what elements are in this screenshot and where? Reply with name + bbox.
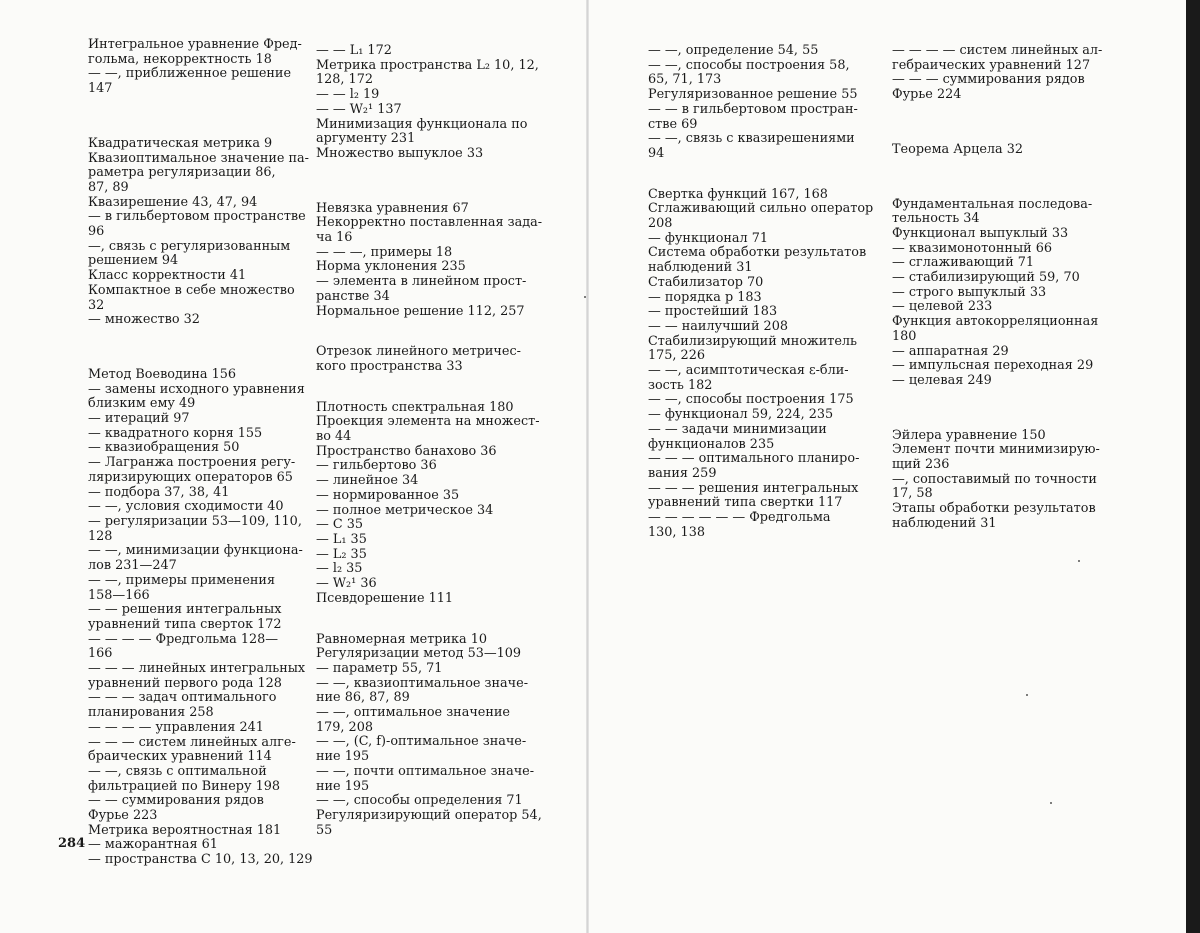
letter-group-gap [316, 607, 542, 633]
index-entry: 55 [316, 822, 333, 838]
index-entry: — квазимонотонный 66 [892, 240, 1053, 256]
index-column-3 [648, 44, 873, 541]
index-entry: 96 [88, 224, 105, 240]
index-entry: Регуляризации метод 53—109 [316, 646, 522, 662]
index-entry: — функционал 71 [648, 230, 769, 246]
index-entry: — Лагранжа построения регу- [88, 455, 296, 471]
index-entry: — — суммирования рядов [88, 793, 264, 809]
index-entry: Метрика вероятностная 181 [88, 822, 282, 838]
index-entry: Элемент почти минимизирую- [892, 442, 1100, 458]
index-entry: — L₁ 35 [316, 531, 367, 547]
letter-group-gap [88, 328, 313, 368]
index-entry: — квазиобращения 50 [88, 440, 240, 456]
index-entry: Свертка функций 167, 168 [648, 186, 828, 202]
index-entry: Фурье 223 [88, 808, 158, 824]
index-entry: — — — оптимального планиро- [648, 451, 860, 467]
index-entry: наблюдений 31 [648, 260, 753, 276]
index-entry: — квадратного корня 155 [88, 425, 263, 441]
index-entry: Нормальное решение 112, 257 [316, 303, 525, 319]
index-entry: близким ему 49 [88, 396, 196, 412]
index-entry: — L₂ 35 [316, 546, 367, 562]
index-entry: уравнений первого рода 128 [88, 675, 282, 691]
index-entry: — — l₂ 19 [316, 87, 380, 103]
index-entry: Класс корректности 41 [88, 268, 247, 284]
index-entry: 87, 89 [88, 179, 129, 195]
index-entry: Пространство банахово 36 [316, 443, 497, 459]
index-entry: — — в гильбертовом простран- [648, 101, 858, 117]
index-entry: Эйлера уравнение 150 [892, 427, 1046, 443]
index-entry: Система обработки результатов [648, 245, 867, 261]
index-entry: — строго выпуклый 33 [892, 284, 1047, 300]
index-entry: ние 195 [316, 778, 370, 794]
index-entry: — —, приближенное решение [88, 66, 292, 82]
index-entry: браических уравнений 114 [88, 749, 272, 765]
index-entry: — — — — систем линейных ал- [892, 43, 1103, 58]
index-entry: тельность 34 [892, 211, 980, 227]
index-entry: 128, 172 [316, 72, 373, 88]
index-entry: уравнений типа сверток 172 [88, 616, 282, 632]
index-entry: — — — — Фредгольма 128— [88, 631, 279, 647]
index-entry: — пространства C 10, 13, 20, 129 [88, 852, 313, 868]
index-entry: — итераций 97 [88, 411, 190, 427]
index-entry: Квадратическая метрика 9 [88, 135, 273, 151]
index-entry: — нормированное 35 [316, 487, 460, 503]
index-entry: — аппаратная 29 [892, 343, 1009, 359]
index-entry: 147 [88, 81, 113, 97]
index-entry: гольма, некорректность 18 [88, 51, 272, 67]
index-entry: — —, (C, f)-оптимальное значе- [316, 734, 527, 750]
index-entry: — импульсная переходная 29 [892, 358, 1094, 374]
index-entry: — линейное 34 [316, 473, 419, 489]
letter-group-gap [88, 97, 313, 137]
index-entry: уравнений типа свертки 117 [648, 495, 843, 511]
index-entry: Интегральное уравнение Фред- [88, 37, 302, 52]
index-entry: 166 [88, 646, 113, 662]
index-entry: ча 16 [316, 230, 353, 246]
index-entry: — — — — управления 241 [88, 719, 264, 735]
index-entry: Некорректно поставленная зада- [316, 215, 543, 231]
index-entry: — C 35 [316, 517, 364, 533]
index-entry: наблюдений 31 [892, 515, 997, 531]
index-entry: функционалов 235 [648, 436, 775, 452]
index-entry: лов 231—247 [88, 558, 177, 574]
index-entry: Норма уклонения 235 [316, 259, 466, 275]
book-gutter [586, 0, 589, 933]
index-entry: 17, 58 [892, 486, 933, 502]
index-entry: — — — суммирования рядов [892, 72, 1085, 88]
index-entry: Сглаживающий сильно оператор [648, 201, 874, 217]
index-entry: — гильбертово 36 [316, 458, 437, 474]
index-entry: — —, способы определения 71 [316, 793, 523, 809]
index-entry: раметра регуляризации 86, [88, 165, 276, 181]
index-entry: Метрика пространства L₂ 10, 12, [316, 57, 539, 73]
index-column-2 [316, 44, 542, 838]
index-entry: 208 [648, 216, 673, 232]
index-entry: Квазиоптимальное значение па- [88, 150, 309, 166]
index-entry: — —, примеры применения [88, 572, 276, 588]
index-entry: Фундаментальная последова- [892, 196, 1093, 212]
index-entry: — — —, примеры 18 [316, 244, 453, 260]
index-entry: — — — линейных интегральных [88, 661, 306, 677]
page-number: 284 [58, 836, 86, 851]
index-entry: аргументу 231 [316, 131, 416, 147]
index-entry: — функционал 59, 224, 235 [648, 407, 834, 423]
index-entry: — —, способы построения 175 [648, 392, 854, 408]
index-entry: ние 86, 87, 89 [316, 690, 410, 706]
index-entry: — целевой 233 [892, 299, 993, 315]
index-entry: кого пространства 33 [316, 358, 463, 374]
index-entry: Квазирешение 43, 47, 94 [88, 194, 258, 210]
index-entry: — —, асимптотическая ε-бли- [648, 363, 849, 379]
index-entry: Плотность спектральная 180 [316, 399, 514, 415]
index-entry: — мажорантная 61 [88, 837, 218, 853]
index-entry: Стабилизирующий множитель [648, 333, 858, 349]
index-column-4 [892, 44, 1102, 532]
index-entry: — простейший 183 [648, 304, 778, 320]
index-entry: — —, квазиоптимальное значе- [316, 675, 529, 691]
index-entry: вания 259 [648, 465, 717, 481]
index-entry: 175, 226 [648, 348, 705, 364]
scan-speck [584, 296, 586, 298]
index-entry: — стабилизирующий 59, 70 [892, 270, 1080, 286]
index-entry: Регуляризованное решение 55 [648, 87, 858, 103]
index-entry: 130, 138 [648, 524, 705, 540]
index-entry: — замены исходного уравнения [88, 381, 305, 397]
index-entry: 179, 208 [316, 719, 373, 735]
index-entry: 128 [88, 528, 113, 544]
index-entry: — параметр 55, 71 [316, 660, 443, 676]
index-entry: — сглаживающий 71 [892, 255, 1035, 271]
index-entry: планирования 258 [88, 705, 214, 721]
index-entry: Теорема Арцела 32 [892, 141, 1024, 157]
index-entry: — —, оптимальное значение [316, 705, 510, 721]
index-entry: — полное метрическое 34 [316, 502, 494, 518]
index-entry: — — — систем линейных алге- [88, 734, 296, 750]
index-entry: — —, связь с квазирешениями [648, 131, 855, 147]
letter-group-gap [316, 375, 542, 401]
index-entry: Минимизация функционала по [316, 116, 528, 132]
index-entry: — — решения интегральных [88, 602, 282, 618]
index-entry: —, сопоставимый по точности [892, 471, 1097, 487]
index-entry: — —, определение 54, 55 [648, 43, 819, 58]
index-entry: Псевдорешение 111 [316, 590, 454, 606]
index-entry: — —, почти оптимальное значе- [316, 763, 535, 779]
index-entry: гебраических уравнений 127 [892, 57, 1091, 73]
scan-speck [1050, 802, 1052, 804]
index-entry: Функция автокорреляционная [892, 314, 1099, 330]
index-entry: Проекция элемента на множест- [316, 414, 540, 430]
index-entry: — в гильбертовом пространстве [88, 209, 306, 225]
index-entry: стве 69 [648, 116, 698, 132]
index-entry: — множество 32 [88, 312, 200, 328]
index-entry: 65, 71, 173 [648, 72, 722, 88]
index-entry: Невязка уравнения 67 [316, 200, 469, 216]
index-entry: Фурье 224 [892, 87, 962, 103]
letter-group-gap [892, 103, 1102, 143]
index-entry: —, связь с регуляризованным [88, 238, 291, 254]
index-entry: Равномерная метрика 10 [316, 631, 488, 647]
index-entry: — — — задач оптимального [88, 690, 277, 706]
index-entry: ляризирующих операторов 65 [88, 469, 293, 485]
letter-group-gap [316, 162, 542, 202]
index-entry: — подбора 37, 38, 41 [88, 484, 230, 500]
index-entry: — целевая 249 [892, 372, 992, 388]
index-entry: Метод Воеводина 156 [88, 366, 237, 382]
index-entry: — элемента в линейном прост- [316, 274, 527, 290]
index-entry: ранстве 34 [316, 288, 390, 304]
index-entry: — — наилучший 208 [648, 318, 788, 334]
index-entry: ние 195 [316, 749, 370, 765]
index-entry: щий 236 [892, 457, 950, 473]
index-entry: — —, связь с оптимальной [88, 763, 267, 779]
index-entry: — порядка p 183 [648, 289, 762, 305]
index-entry: Множество выпуклое 33 [316, 145, 484, 161]
index-entry: — — L₁ 172 [316, 43, 392, 58]
index-entry: 32 [88, 297, 105, 313]
index-entry: — — — — — — Фредгольма [648, 510, 831, 526]
index-entry: 180 [892, 328, 917, 344]
scan-speck [1026, 694, 1028, 696]
index-entry: Компактное в себе множество [88, 282, 295, 298]
index-entry: Стабилизатор 70 [648, 274, 764, 290]
index-entry: зость 182 [648, 377, 713, 393]
index-entry: — l₂ 35 [316, 561, 363, 577]
index-entry: — W₂¹ 36 [316, 576, 377, 592]
letter-group-gap [892, 389, 1102, 429]
index-entry: 158—166 [88, 587, 150, 603]
index-entry: — — — решения интегральных [648, 480, 859, 496]
letter-group-gap [648, 162, 873, 188]
index-entry: — —, минимизации функциона- [88, 543, 303, 559]
index-entry: Отрезок линейного метричес- [316, 344, 521, 360]
index-entry: — —, условия сходимости 40 [88, 499, 284, 515]
index-entry: фильтрацией по Винеру 198 [88, 778, 281, 794]
index-entry: 94 [648, 145, 665, 161]
index-entry: — регуляризации 53—109, 110, [88, 513, 302, 529]
index-entry: во 44 [316, 429, 352, 445]
index-entry: Этапы обработки результатов [892, 501, 1096, 517]
index-entry: — — W₂¹ 137 [316, 101, 402, 117]
index-entry: Регуляризирующий оператор 54, [316, 807, 542, 823]
index-entry: — — задачи минимизации [648, 421, 827, 437]
scan-speck [1078, 560, 1080, 562]
index-entry: решением 94 [88, 253, 179, 269]
index-entry: Функционал выпуклый 33 [892, 225, 1069, 241]
scan-edge [1186, 0, 1200, 933]
index-column-1 [88, 38, 313, 868]
index-entry: — —, способы построения 58, [648, 57, 850, 73]
letter-group-gap [316, 319, 542, 345]
letter-group-gap [892, 158, 1102, 198]
